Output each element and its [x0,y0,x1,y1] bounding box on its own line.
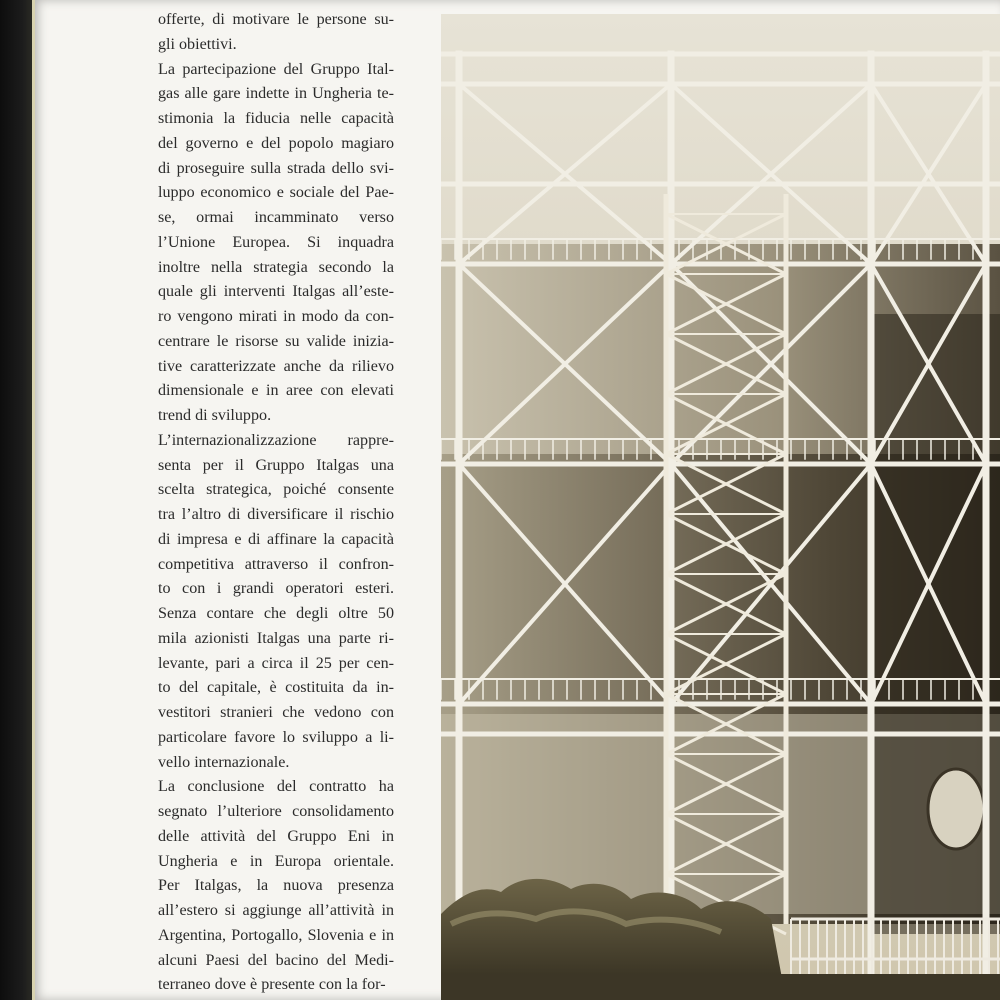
text-line: La partecipazione del Gruppo Ital- [158,60,394,78]
text-line: tra l’altro di diversificare il rischio [158,506,394,523]
text-line: di impresa e di affinare la capacità [158,530,394,548]
paragraph-1 [158,8,394,58]
text-line: competitiva attraverso il confron- [158,555,394,573]
text-line: l’Unione Europea. Si inquadra [158,233,394,251]
article-text-column [158,8,394,998]
page-edge [32,0,35,1000]
tank-shadow-right [871,314,1000,934]
text-line: del governo e del popolo magiaro [158,134,394,152]
text-line: to del capitale, è costituita da in- [158,679,394,697]
text-line: se, ormai incamminato verso [158,209,394,226]
text-line: levante, pari a circa il 25 per cen- [158,654,394,672]
text-line: senta per il Gruppo Italgas una [158,456,394,474]
gasometer-photo [441,14,1000,1000]
paragraph-4 [158,775,394,998]
text-line: terraneo dove è presente con la for- [158,976,386,994]
paragraph-2 [158,58,394,429]
text-line: di proseguire sulla strada dello svi- [158,159,394,177]
text-line: offerte, di motivare le persone su- [158,11,394,28]
text-line: dimensionale e in aree con elevati [158,382,394,400]
text-line: La conclusione del contratto ha [158,778,394,796]
text-line: luppo economico e sociale del Pae- [158,184,394,202]
text-line: segnato l’ulteriore consolidamento [158,803,394,820]
text-line: alcuni Paesi del bacino del Medi- [158,951,394,969]
text-line: to con i grandi operatori esteri. [158,580,394,598]
text-line: ro vengono mirati in modo da con- [158,308,394,325]
text-line: gli obiettivi. [158,35,237,53]
book-spine [0,0,32,1000]
manhole-cover [928,769,984,849]
text-line: tive caratterizzate anche da rilievo [158,357,394,375]
text-line: inoltre nella strategia secondo la [158,258,394,276]
gasometer-illustration [441,14,1000,1000]
text-line: Ungheria e in Europa orientale. [158,852,394,870]
text-line: gas alle gare indette in Ungheria te- [158,85,394,103]
text-line: Senza contare che degli oltre 50 [158,605,394,622]
text-line: centrare le risorse su valide inizia- [158,332,394,350]
paragraph-3 [158,429,394,776]
text-line: vestitori stranieri che vedono con [158,704,394,721]
text-line: trend di sviluppo. [158,407,272,424]
text-line: mila azionisti Italgas una parte ri- [158,629,394,647]
ground [441,974,1000,1000]
text-line: Argentina, Portogallo, Slovenia e in [158,926,394,944]
text-line: particolare favore lo sviluppo a li- [158,728,394,746]
text-line: delle attività del Gruppo Eni in [158,827,394,845]
text-line: Per Italgas, la nuova presenza [158,877,394,895]
text-line: vello internazionale. [158,753,290,771]
text-line: L’internazionalizzazione rappre- [158,431,394,449]
text-line: all’estero si aggiunge all’attività in [158,902,394,919]
text-line: quale gli interventi Italgas all’este- [158,283,394,301]
text-line: scelta strategica, poiché consente [158,481,394,499]
text-line: stimonia la fiducia nelle capacità [158,110,394,127]
